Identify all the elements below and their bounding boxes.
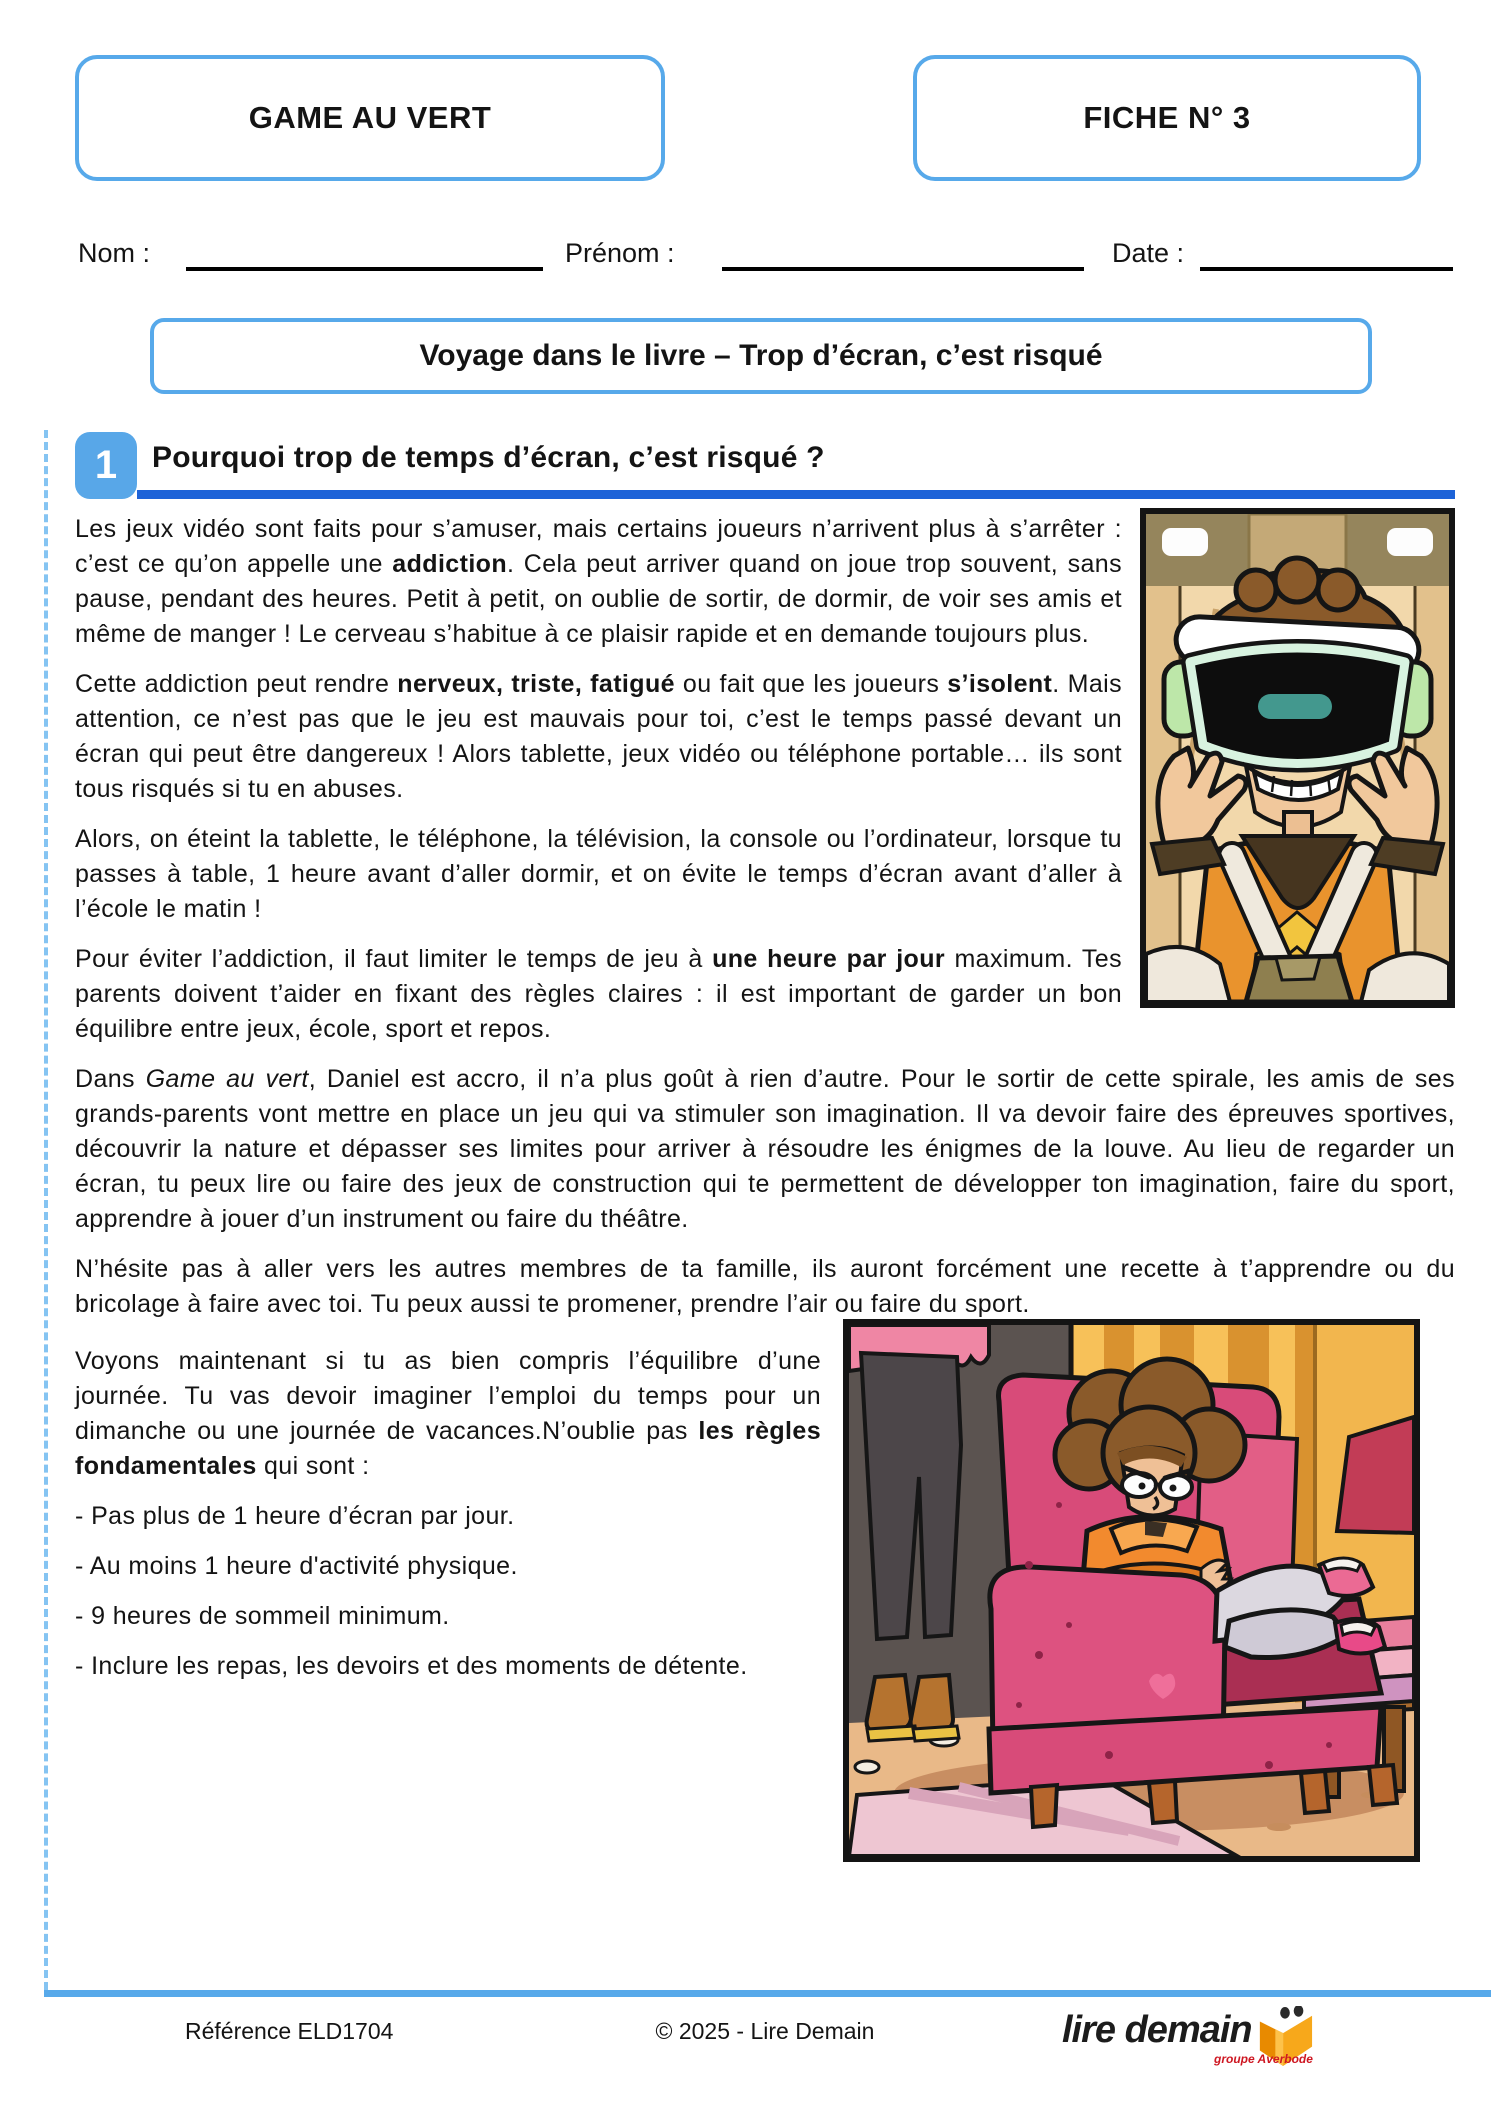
text-segment: Dans <box>75 1065 146 1093</box>
text-segment: . Mais attention, ce n’est pas que le jeu est mauvais pour toi, c’est le temps passé devant un écran qui peut être dangereux ! Alors tablette, jeux vidéo ou téléphone portable… ils sont tous risqués si tu en abuses. <box>75 670 1122 803</box>
worksheet-series-title: GAME AU VERT <box>248 100 492 135</box>
paragraph <box>75 1252 1455 1322</box>
footer-reference: Référence ELD1704 <box>185 2018 394 2044</box>
illustration-vr-kid <box>1140 508 1455 1008</box>
text-segment: s’isolent <box>947 670 1053 698</box>
publisher-logo-subtext: groupe Averbode <box>1214 2052 1313 2066</box>
worksheet-series-box <box>75 55 665 181</box>
bullet-item: - Au moins 1 heure d'activité physique. <box>75 1552 518 1580</box>
illustration-armchair-scene <box>843 1319 1420 1862</box>
vr-kid-image <box>1146 514 1449 1002</box>
name-label: Nom : <box>78 238 151 268</box>
firstname-blank-line <box>722 240 1084 271</box>
text-segment: nerveux, triste, fatigué <box>397 670 675 698</box>
section-heading: Pourquoi trop de temps d’écran, c’est risqué ? <box>152 441 825 474</box>
text-segment: addiction <box>392 550 508 578</box>
armchair-scene-image <box>849 1325 1414 1856</box>
text-segment: Cette addiction peut rendre <box>75 670 398 698</box>
bullet-item: - Pas plus de 1 heure d’écran par jour. <box>75 1502 515 1530</box>
text-segment: qui sont : <box>256 1452 370 1480</box>
lesson-title-box <box>150 318 1372 394</box>
text-segment: maximum. Tes parents doivent t’aider en fixant des règles claires : il est important de garder un bon équilibre entre jeux, école, sport et repos. <box>75 945 1123 1043</box>
text-segment: Voyons maintenant si tu as bien compris l’équilibre d’une journée. Tu vas devoir imaginer l’emploi du temps pour un dimanche ou une journée de vacances.N’oublie pas <box>75 1347 821 1445</box>
text-segment: les règles fondamentales <box>75 1417 822 1480</box>
bullet-item: - 9 heures de sommeil minimum. <box>75 1602 450 1630</box>
text-segment: une heure par jour <box>712 945 946 973</box>
fiche-number-label: FICHE N° 3 <box>1083 100 1251 135</box>
text-segment: N’hésite pas à aller vers les autres membres de ta famille, ils auront forcément une recette à t’apprendre ou du bricolage à faire avec toi. Tu peux aussi te promener, prendre l’air ou faire du sport. <box>75 1255 1455 1318</box>
text-segment: . Cela peut arriver quand on joue trop souvent, sans pause, pendant des heures. Petit à petit, on oublie de sortir, de dormir, de voir ses amis et même de manger ! Le cerveau s’habitue à ce plaisir rapide et en demande toujours plus. <box>75 550 1122 648</box>
article-body <box>75 512 1455 1874</box>
section-number-badge <box>75 432 137 499</box>
publisher-logo-text: lire demain <box>1062 2009 1252 2051</box>
text-segment: Les jeux vidéo sont faits pour s’amuser, mais certains joueurs n’arrivent plus à s’arrêter : c’est ce qu’on appelle une <box>75 515 1122 578</box>
section-underline-bar <box>137 490 1455 499</box>
bullet-item: - Inclure les repas, les devoirs et des moments de détente. <box>75 1652 748 1680</box>
left-dashed-border <box>44 430 48 1990</box>
footer-copyright: © 2025 - Lire Demain <box>655 2018 875 2044</box>
footer-divider-line <box>44 1990 1491 1997</box>
lesson-title: Voyage dans le livre – Trop d’écran, c’est risqué <box>419 339 1103 372</box>
firstname-label: Prénom : <box>565 238 675 268</box>
text-segment: Alors, on éteint la tablette, le téléphone, la télévision, la console ou l’ordinateur, lorsque tu passes à table, 1 heure avant d’aller dormir, et on évite le temps d’écran avant d’aller à l’école le matin ! <box>75 825 1122 923</box>
date-blank-line <box>1200 240 1453 271</box>
name-blank-line <box>186 240 543 271</box>
text-segment: , Daniel est accro, il n’a plus goût à rien d’autre. Pour le sortir de cette spirale, les amis de ses grands-parents vont mettre en place un jeu qui va stimuler son imagination. Il va devoir faire des épreuves sportives, découvrir la nature et dépasser ses limites pour arriver à résoudre les énigmes de la louve. Au lieu de regarder un écran, tu peux lire ou faire des jeux de construction qui te permettent de développer ton imagination, faire du sport, apprendre à jouer d’un instrument ou faire du théâtre. <box>75 1065 1455 1233</box>
text-segment: ou fait que les joueurs <box>674 670 948 698</box>
date-label: Date : <box>1112 238 1185 268</box>
text-segment: Pour éviter l’addiction, il faut limiter le temps de jeu à <box>75 945 713 973</box>
fiche-number-box <box>913 55 1421 181</box>
section-number: 1 <box>94 443 118 487</box>
text-segment: Game au vert <box>145 1065 309 1093</box>
paragraph <box>75 1062 1455 1237</box>
publisher-logo <box>1062 2008 1314 2068</box>
